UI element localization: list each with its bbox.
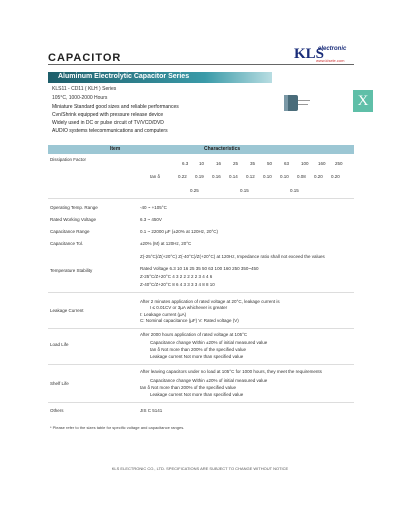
load-line: Leakage current Not more than specified value (150, 354, 244, 359)
tan-cell: 0.10 (263, 174, 272, 179)
shelf-line: After leaving capacitors under no load at 105°C for 1000 hours, they meet the requirements (140, 369, 322, 374)
temp-line: Z-25°C/Z+20°C 4 3 2 2 2 2 2 3 4 4 6 (140, 274, 213, 279)
row-divider (48, 198, 354, 199)
voltage-cell: 35 (250, 161, 256, 166)
series-banner (48, 72, 272, 83)
tan-cell: 0.16 (212, 174, 221, 179)
series-temp: 105°C, 1000-2000 Hours (52, 95, 108, 101)
leakage-label: Leakage Current (50, 308, 84, 313)
logo-mark: KLS (294, 46, 325, 62)
voltage-cell: 160 (318, 161, 326, 166)
temp-line: Z(-25°C)/Z(+20°C) Z(-40°C)/Z(+20°C) at 120Hz, Impedance ratio shall not exceed the values (140, 254, 325, 259)
table-header (48, 145, 354, 154)
leakage-line: After 2 minutes application of rated voltage at 20°C, leakage current is (140, 299, 280, 304)
row-value: ±20% (M) at 120Hz, 20°C (140, 241, 192, 246)
row-divider (48, 364, 354, 365)
tan-cell: 0.14 (229, 174, 238, 179)
voltage-cell: 10 (199, 161, 205, 166)
capacitor-image (282, 92, 312, 114)
feature-1: Miniature Standard good sizes and reliable performances (52, 104, 179, 110)
series-tab[interactable]: X (353, 90, 373, 112)
shelf-line: tan δ Not more than 200% of the specified value (140, 385, 237, 390)
row-value: -40 ~ +105°C (140, 205, 167, 210)
voltage-cell: 250 (335, 161, 343, 166)
voltage-cell: 16 (216, 161, 222, 166)
row-divider (48, 402, 354, 403)
feature-2: Cvn/Shrink equipped with pressure release device (52, 112, 164, 118)
feature-3: Widely used in DC or pulse circuit of TV/VCD/DVD (52, 120, 164, 126)
row-label: Rated Working Voltage (50, 217, 96, 222)
tan-cell: 0.20 (314, 174, 323, 179)
temp-line: Rated Voltage 6.3 10 16 25 35 50 63 100 160 250 350~450 (140, 266, 259, 271)
voltage-cell: 63 (284, 161, 290, 166)
company-logo (294, 46, 354, 66)
tan-cell: 0.19 (195, 174, 204, 179)
row-value: 0.1 ~ 22000 µF (±20% at 120Hz, 20°C) (140, 229, 219, 234)
load-label: Load Life (50, 342, 69, 347)
voltage-cell: 50 (267, 161, 273, 166)
tan-cell: 0.22 (178, 174, 187, 179)
voltage-cell: 100 (301, 161, 309, 166)
table-note: * Please refer to the sizes table for specific voltage and capacitance ranges. (50, 425, 185, 430)
characteristics-header: Characteristics (204, 146, 241, 152)
item-header: Item (110, 146, 121, 152)
load-line: After 2000 hours application of rated voltage at 105°C (140, 332, 248, 337)
shelf-line: Capacitance change Within ±20% of initial measured value (150, 378, 268, 383)
leakage-line: C: Nominal capacitance (µF) V: Rated voltage (V) (140, 318, 239, 323)
temp-label: Temperature Stability (50, 268, 93, 273)
voltage-cell: 6.3 (182, 161, 189, 166)
series-subtitle: KLS11 - CD11 ( KLH ) Series (52, 86, 117, 92)
row-value: 6.3 ~ 450V (140, 217, 162, 222)
shelf-line: Leakage current Not more than specified value (150, 392, 244, 397)
series-title: Aluminum Electrolytic Capacitor Series (58, 73, 190, 80)
leakage-line: I: Leakage current (µA) (140, 312, 187, 317)
tan-cell: 0.08 (297, 174, 306, 179)
leakage-line: I ≤ 0.01CV or 3µA whichever is greater (150, 305, 228, 310)
row-label: Capacitance Range (50, 229, 90, 234)
logo-url: www.klsele.com (316, 58, 345, 63)
load-line: tan δ Not more than 200% of the specified value (150, 347, 247, 352)
tan-cell: 0.12 (246, 174, 255, 179)
tan-cell: 0.10 (280, 174, 289, 179)
tan2-cell: 0.25 (190, 188, 199, 193)
row-divider (48, 328, 354, 329)
row-label: Operating Temp. Range (50, 205, 98, 210)
load-line: Capacitance change Within ±20% of initial measured value (150, 340, 268, 345)
page-footer: KLS ELECTRONIC CO., LTD. SPECIFICATIONS ARE SUBJECT TO CHANGE WITHOUT NOTICE (111, 466, 289, 471)
others-label: Others (50, 408, 64, 413)
row-label: Capacitance Tol. (50, 241, 84, 246)
row-divider (48, 292, 354, 293)
tan-cell: 0.20 (331, 174, 340, 179)
tan2-cell: 0.15 (240, 188, 249, 193)
tan2-cell: 0.15 (290, 188, 299, 193)
header-rule (48, 64, 354, 65)
logo-word: electronic (318, 46, 347, 52)
shelf-label: Shelf Life (50, 381, 69, 386)
dissipation-label: Dissipation Factor (50, 157, 87, 162)
feature-4: AUDIO systems telecommunications and computers (52, 128, 168, 134)
brand-title: CAPACITOR (48, 52, 122, 64)
tan-label: tan δ (150, 174, 161, 179)
others-value: JIS C 5141 (140, 408, 163, 413)
voltage-cell: 25 (233, 161, 239, 166)
temp-line: Z-40°C/Z+20°C 8 6 4 3 3 3 3 4 8 8 10 (140, 282, 215, 287)
